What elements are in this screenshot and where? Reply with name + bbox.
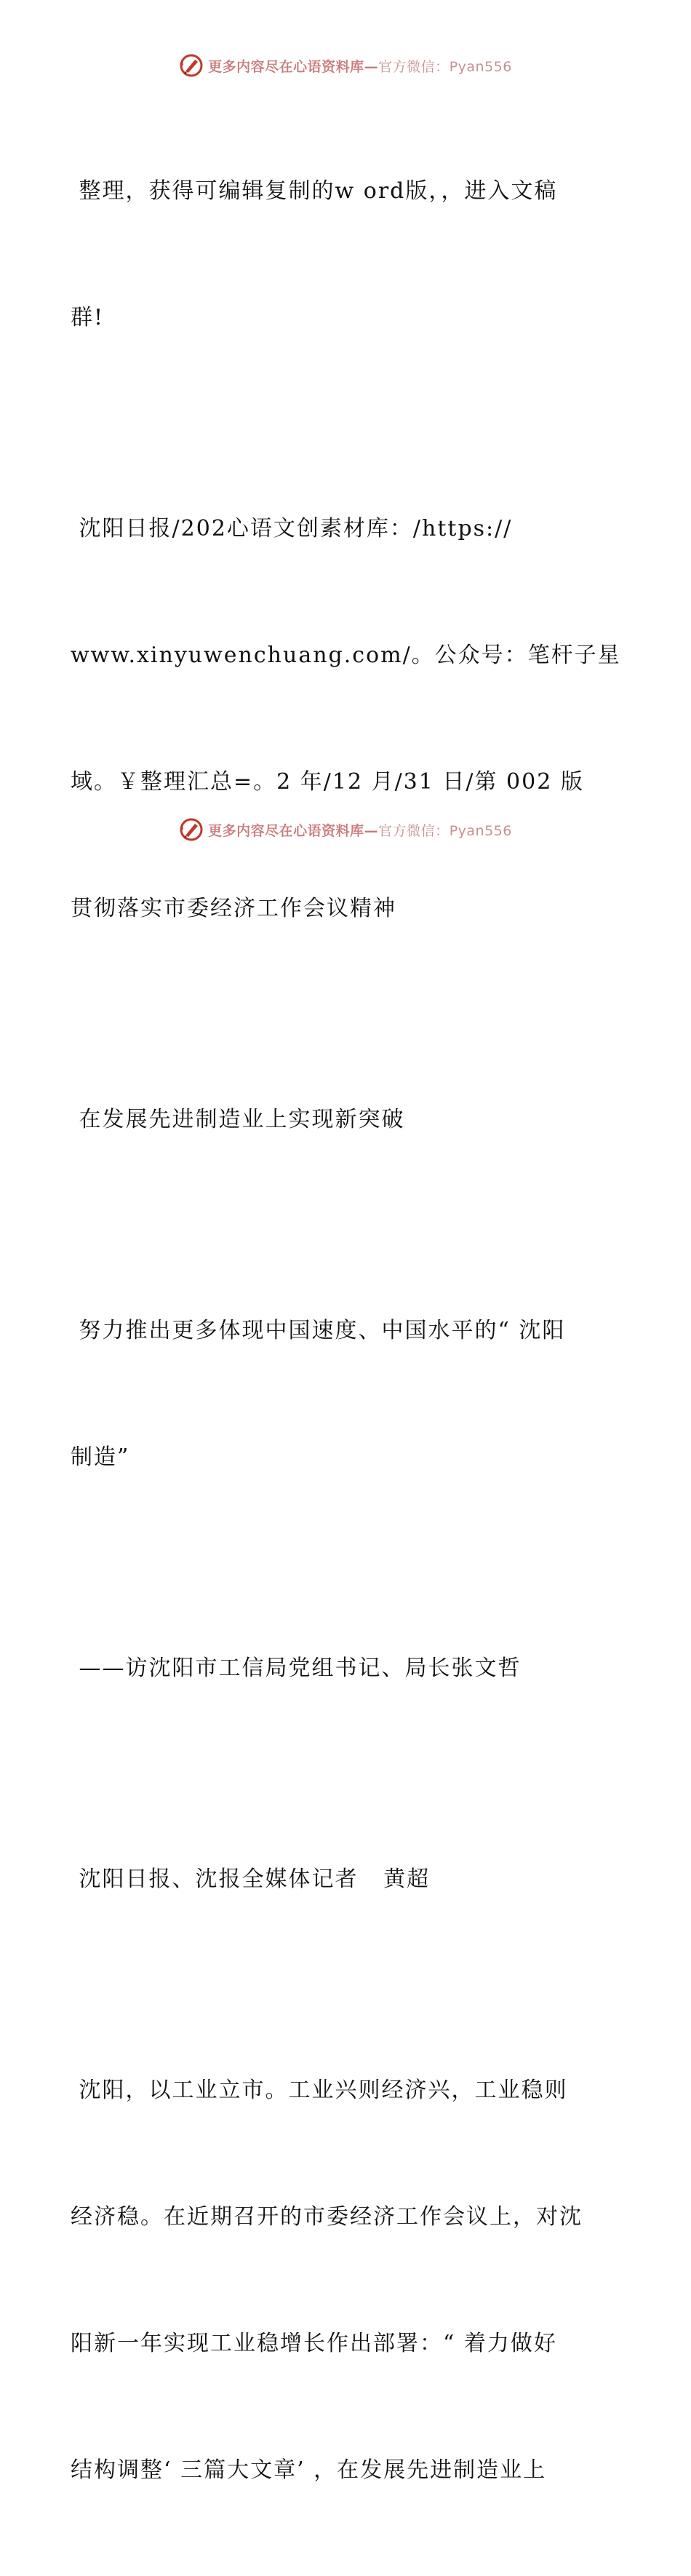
quill-pen-logo-icon xyxy=(179,817,204,842)
text-line: 努力推出更多体现中国速度、中国水平的“ 沈阳 xyxy=(71,1318,566,1343)
body-paragraph xyxy=(71,1985,623,2576)
text-line: 贯彻落实市委经济工作会议精神 xyxy=(71,896,396,921)
article-subheadline xyxy=(71,1225,623,1563)
text-line: 沈阳日报/202心语文创素材库：/https:// xyxy=(71,516,513,541)
byline xyxy=(71,1774,623,1985)
text-line: www.xinyuwenchuang.com/。公众号：笔杆子星 xyxy=(71,643,621,668)
watermark-text: 更多内容尽在心语资料库—官方微信：Pyan556 xyxy=(208,822,512,839)
paragraph-source xyxy=(71,424,623,1014)
footer-watermark xyxy=(0,815,691,844)
quill-pen-logo-icon xyxy=(179,53,204,78)
text-line: 经济稳。在近期召开的市委经济工作会议上，对沈 xyxy=(71,2204,583,2230)
document-body xyxy=(71,86,623,2576)
paragraph-intro xyxy=(71,86,623,424)
text-line: 沈阳，以工业立市。工业兴则经济兴，工业稳则 xyxy=(71,2078,568,2103)
text-line: 在发展先进制造业上实现新突破 xyxy=(71,1107,405,1132)
text-line: ——访沈阳市工信局党组书记、局长张文哲 xyxy=(71,1655,522,1681)
text-line: 群! xyxy=(71,305,105,330)
watermark-text: 更多内容尽在心语资料库—官方微信：Pyan556 xyxy=(208,58,512,75)
text-line: 整理，获得可编辑复制的w ord版，，进入文稿 xyxy=(71,178,558,204)
header-watermark xyxy=(0,51,691,80)
interview-subtitle xyxy=(71,1563,623,1774)
text-line: 结构调整‘ 三篇大文章’ ，在发展先进制造业上 xyxy=(71,2457,547,2483)
text-line: 制造” xyxy=(71,1444,130,1470)
text-line: 沈阳日报、沈报全媒体记者 黄超 xyxy=(71,1867,431,1892)
text-line: 阳新一年实现工业稳增长作出部署：“ 着力做好 xyxy=(71,2331,557,2356)
text-line: 域。￥整理汇总=。2 年/12 月/31 日/第 002 版 xyxy=(71,769,584,795)
article-headline xyxy=(71,1014,623,1225)
